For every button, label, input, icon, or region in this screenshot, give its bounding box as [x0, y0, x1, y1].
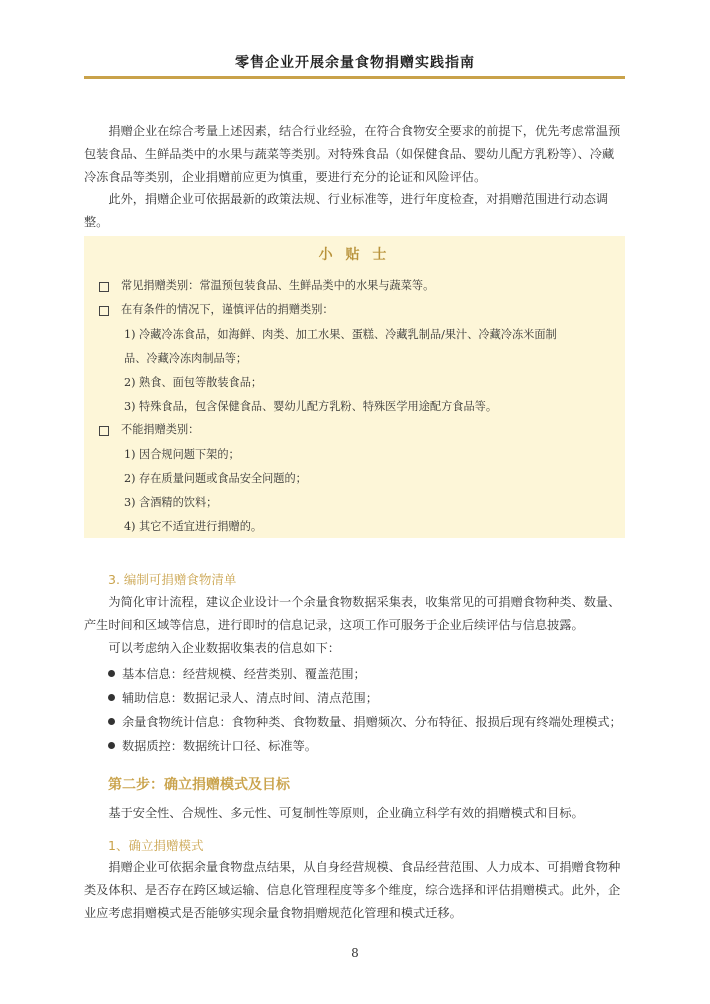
- sub-heading: 1、确立捐赠模式: [108, 838, 204, 853]
- section-heading: 3. 编制可捐赠食物清单: [108, 572, 237, 587]
- tips-list-item: 1) 冷藏冷冻食品，如海鲜、肉类、加工水果、蛋糕、冷藏乳制品/果汁、冷藏冷冻米面制: [124, 328, 557, 341]
- bullet-item: [108, 713, 622, 730]
- tips-list-item: 3) 特殊食品，包含保健食品、婴幼儿配方乳粉、特殊医学用途配方食品等。: [124, 400, 498, 413]
- intro-paragraph-2: 此外，捐赠企业可依据最新的政策法规、行业标准等，进行年度检查，对捐赠范围进行动态调整。: [84, 192, 609, 229]
- bullet-text: 余量食物统计信息：食物种类、食物数量、捐赠频次、分布特征、报损后现有终端处理模式；: [122, 715, 622, 729]
- intro-paragraph-1: 捐赠企业在综合考量上述因素，结合行业经验，在符合食物安全要求的前提下，优先考虑常温预包装食品、生鲜品类中的水果与蔬菜等类别。对特殊食品（如保健食品、婴幼儿配方乳粉等）、冷藏冷冻食品等类别，企业捐赠前应更为慎重，要进行充分的论证和风险评估。: [84, 124, 621, 184]
- step-paragraph: 捐赠企业可依据余量食物盘点结果，从自身经营规模、食品经营范围、人力成本、可捐赠食物种类及体积、是否存在跨区域运输、信息化管理程度等多个维度，综合选择和评估捐赠模式。此外，企业应考虑捐赠模式是否能够实现余量食物捐赠规范化管理和模式迁移。: [84, 860, 621, 920]
- tips-title: 小 贴 士: [318, 247, 391, 263]
- tips-list-item: 1) 因合规问题下架的；: [124, 448, 240, 461]
- checkbox-icon: [99, 282, 109, 292]
- section-paragraph: 可以考虑纳入企业数据收集表的信息如下：: [108, 641, 340, 655]
- section-paragraph: 为简化审计流程，建议企业设计一个余量食物数据采集表，收集常见的可捐赠食物种类、数量、产生时间和区域等信息，进行即时的信息记录，这项工作可服务于企业后续评估与信息披露。: [84, 595, 621, 632]
- tips-list-item: 品、冷藏冷冻肉制品等；: [124, 352, 248, 365]
- bullet-item: [108, 689, 378, 706]
- bullet-icon: [108, 718, 115, 725]
- bullet-icon: [108, 694, 115, 701]
- tips-list-item: 2) 存在质量问题或食品安全问题的；: [124, 472, 307, 485]
- tips-list-item: 4) 其它不适宜进行捐赠的。: [124, 520, 263, 533]
- bullet-item: [108, 665, 366, 682]
- running-header-title: 零售企业开展余量食物捐赠实践指南: [235, 55, 475, 71]
- step-heading: 第二步：确立捐赠模式及目标: [108, 777, 290, 793]
- bullet-icon: [108, 670, 115, 677]
- checkbox-icon: [99, 306, 109, 316]
- tips-group-label: 不能捐赠类别：: [121, 423, 200, 436]
- tips-list-item: 2) 熟食、面包等散装食品；: [124, 376, 263, 389]
- bullet-text: 数据质控：数据统计口径、标准等。: [122, 739, 317, 753]
- tips-group-label: 常见捐赠类别：常温预包装食品、生鲜品类中的水果与蔬菜等。: [121, 279, 435, 292]
- tips-box: [84, 236, 625, 538]
- header-divider: [84, 76, 625, 79]
- page-number: 8: [351, 946, 359, 960]
- bullet-icon: [108, 742, 115, 749]
- tips-group-label: 在有条件的情况下，谨慎评估的捐赠类别：: [121, 303, 334, 316]
- bullet-text: 辅助信息：数据记录人、清点时间、清点范围；: [122, 691, 378, 705]
- bullet-item: [108, 737, 317, 754]
- tips-list-item: 3) 含酒精的饮料；: [124, 496, 218, 509]
- step-paragraph: 基于安全性、合规性、多元性、可复制性等原则，企业确立科学有效的捐赠模式和目标。: [108, 806, 584, 820]
- bullet-text: 基本信息：经营规模、经营类别、覆盖范围；: [122, 667, 366, 681]
- checkbox-icon: [99, 426, 109, 436]
